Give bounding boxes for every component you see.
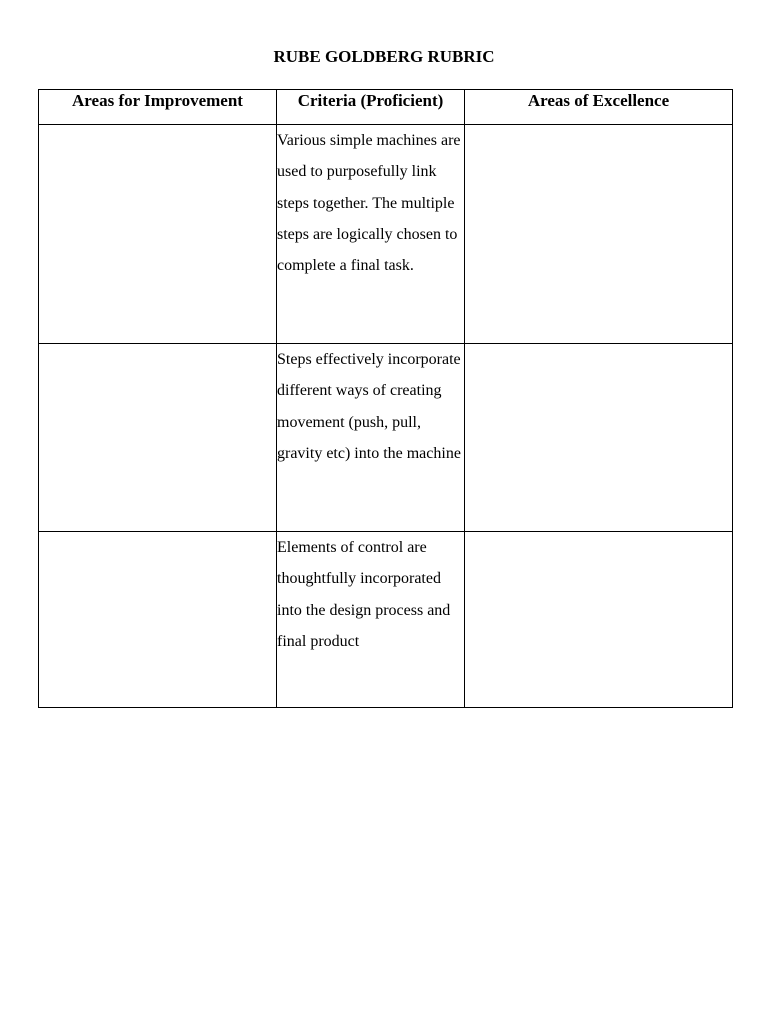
improvement-cell[interactable] — [39, 125, 277, 344]
table-row — [39, 125, 733, 344]
criteria-cell: Steps effectively incorporate different ways of creating movement (push, pull, gravity etc) into the machine — [277, 344, 465, 532]
header-areas-for-improvement: Areas for Improvement — [39, 90, 277, 125]
criteria-cell: Elements of control are thoughtfully incorporated into the design process and final product — [277, 532, 465, 708]
excellence-cell[interactable] — [465, 125, 733, 344]
document-title: RUBE GOLDBERG RUBRIC — [273, 47, 495, 66]
improvement-cell[interactable] — [39, 532, 277, 708]
excellence-cell[interactable] — [465, 344, 733, 532]
table-row — [39, 532, 733, 708]
header-criteria-proficient: Criteria (Proficient) — [277, 90, 465, 125]
header-row — [39, 90, 733, 125]
header-areas-of-excellence: Areas of Excellence — [465, 90, 733, 125]
excellence-cell[interactable] — [465, 532, 733, 708]
rubric-table — [38, 89, 733, 708]
table-row — [39, 344, 733, 532]
criteria-cell: Various simple machines are used to purposefully link steps together. The multiple steps are logically chosen to complete a final task. — [277, 125, 465, 344]
improvement-cell[interactable] — [39, 344, 277, 532]
